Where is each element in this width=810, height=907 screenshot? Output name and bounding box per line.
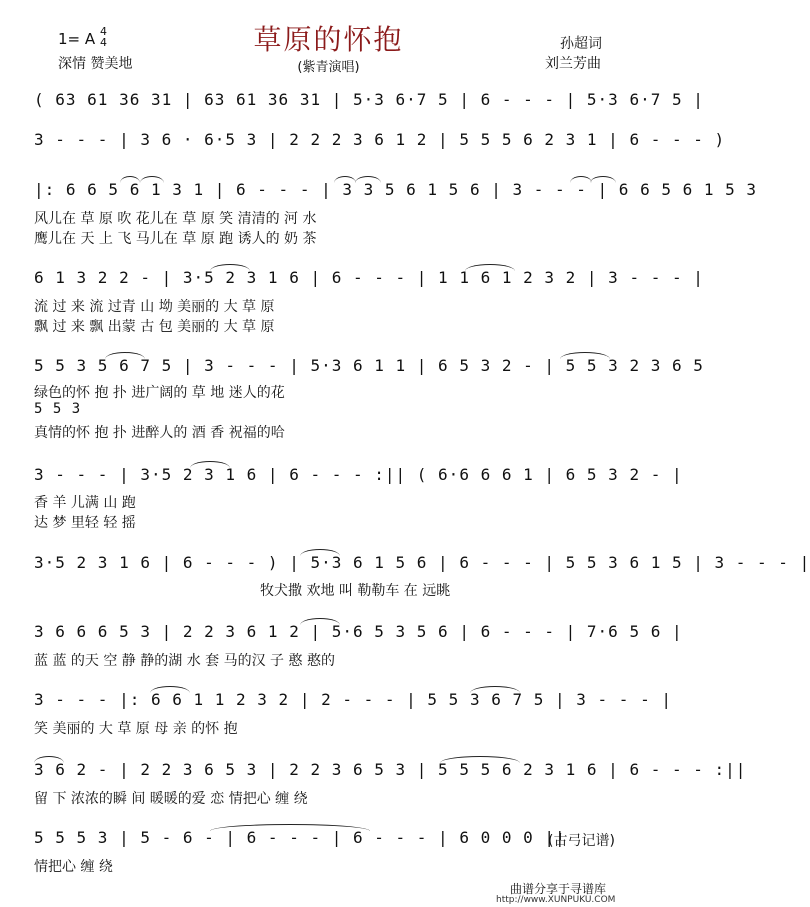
score-row-4: 6 1 3 2 2 - | 3·5 2 3 1 6 | 6 - - - | 1 1 6 1 2 3 2 | 3 - - - | — [34, 268, 704, 287]
score-row-8: 3 6 6 6 5 3 | 2 2 3 6 1 2 | 5·6 5 3 5 6 | 6 - - - | 7·6 5 6 | — [34, 622, 683, 641]
lyric-row-6-verse-2: 达 梦 里轻 轻 摇 — [34, 515, 136, 531]
lyricist: 孙超词 — [560, 36, 602, 52]
lyric-row-3-verse-2: 鹰儿在 天 上 飞 马儿在 草 原 跑 诱人的 奶 茶 — [34, 231, 317, 247]
slur-mark — [465, 264, 515, 271]
slur-mark — [34, 756, 64, 763]
slur-mark — [440, 756, 520, 763]
score-row-7: 3·5 2 3 1 6 | 6 - - - ) | 5·3 6 1 5 6 | 6 - - - | 5 5 3 6 1 5 | 3 - - - | — [34, 553, 810, 572]
time-signature — [100, 26, 107, 48]
site-label: 曲谱分享于寻谱库 — [510, 882, 607, 896]
lyric-row-8: 蓝 蓝 的天 空 静 静的湖 水 套 马的汉 子 憨 憨的 — [34, 653, 335, 669]
composer: 刘兰芳曲 — [545, 56, 601, 72]
score-row-6: 3 - - - | 3·5 2 3 1 6 | 6 - - - :|| ( 6·6 6 6 1 | 6 5 3 2 - | — [34, 465, 683, 484]
slur-mark — [210, 824, 370, 831]
score-row-9: 3 - - - |: 6 6 1 1 2 3 2 | 2 - - - | 5 5 3 6 7 5 | 3 - - - | — [34, 690, 672, 709]
lyric-row-5-verse-1: 绿色的怀 抱 扑 进广阔的 草 地 迷人的花 — [34, 385, 285, 401]
meter-top: 4 — [100, 25, 107, 38]
meter-bottom: 4 — [100, 36, 107, 49]
expression-mark: 深情 赞美地 — [58, 56, 133, 72]
slur-mark — [334, 176, 356, 183]
slur-mark — [150, 686, 190, 693]
lyric-row-5-verse-2: 真情的怀 抱 扑 进醉人的 酒 香 祝福的哈 — [34, 425, 285, 441]
score-row-2: 3 - - - | 3 6 · 6·5 3 | 2 2 2 3 6 1 2 | 5 5 5 6 2 3 1 | 6 - - - ) — [34, 130, 726, 149]
performer: (紫青演唱) — [297, 60, 360, 75]
lyric-row-11: 情把心 缠 绕 — [34, 859, 113, 875]
slur-mark — [120, 176, 140, 183]
lyric-row-7: 牧犬撒 欢地 叫 勒勒车 在 远眺 — [260, 583, 451, 599]
score-row-5: 5 5 3 5 6 7 5 | 3 - - - | 5·3 6 1 1 | 6 5 3 2 - | 5 5 3 2 3 6 5 — [34, 356, 704, 375]
slur-mark — [105, 352, 145, 359]
slur-mark — [300, 549, 340, 556]
score-row-10: 3 6 2 - | 2 2 3 6 5 3 | 2 2 3 6 5 3 | 5 5 5 6 2 3 1 6 | 6 - - - :|| — [34, 760, 747, 779]
slur-mark — [300, 618, 340, 625]
score-row-3: |: 6 6 5 6 1 3 1 | 6 - - - | 3 3 5 6 1 5 6 | 3 - - - | 6 6 5 6 1 5 3 — [34, 180, 758, 199]
lyric-row-3-verse-1: 风儿在 草 原 吹 花儿在 草 原 笑 清清的 河 水 — [34, 211, 317, 227]
slur-mark — [560, 352, 610, 359]
lyric-row-9: 笑 美丽的 大 草 原 母 亲 的怀 抱 — [34, 721, 238, 737]
key-signature: 1= A — [58, 30, 96, 48]
lyric-row-4-verse-1: 流 过 来 流 过青 山 坳 美丽的 大 草 原 — [34, 299, 275, 315]
lyric-row-6-verse-1: 香 羊 儿满 山 跑 — [34, 495, 136, 511]
slur-mark — [570, 176, 592, 183]
slur-mark — [590, 176, 616, 183]
slur-mark — [355, 176, 381, 183]
slur-mark — [140, 176, 164, 183]
score-row-1: ( 63 61 36 31 | 63 61 36 31 | 5·3 6·7 5 | 6 - - - | 5·3 6·7 5 | — [34, 90, 704, 109]
song-title: 草原的怀抱 — [253, 23, 404, 56]
lyric-row-10: 留 下 浓浓的瞬 间 暖暖的爱 恋 情把心 缠 绕 — [34, 791, 308, 807]
slur-mark — [190, 461, 230, 468]
slur-mark — [210, 264, 250, 271]
alt-notes-row-5: 5 5 3 — [34, 401, 82, 417]
lyric-row-4-verse-2: 飘 过 来 飘 出蒙 古 包 美丽的 大 草 原 — [34, 319, 275, 335]
slur-mark — [470, 686, 520, 693]
score-row-11: 5 5 5 3 | 5 - 6 - | 6 - - - | 6 - - - | 6 0 0 0 || — [34, 828, 566, 847]
transcriber-credit: (古弓记谱) — [548, 833, 615, 849]
site-url[interactable]: http://www.XUNPUKU.COM — [496, 895, 616, 905]
